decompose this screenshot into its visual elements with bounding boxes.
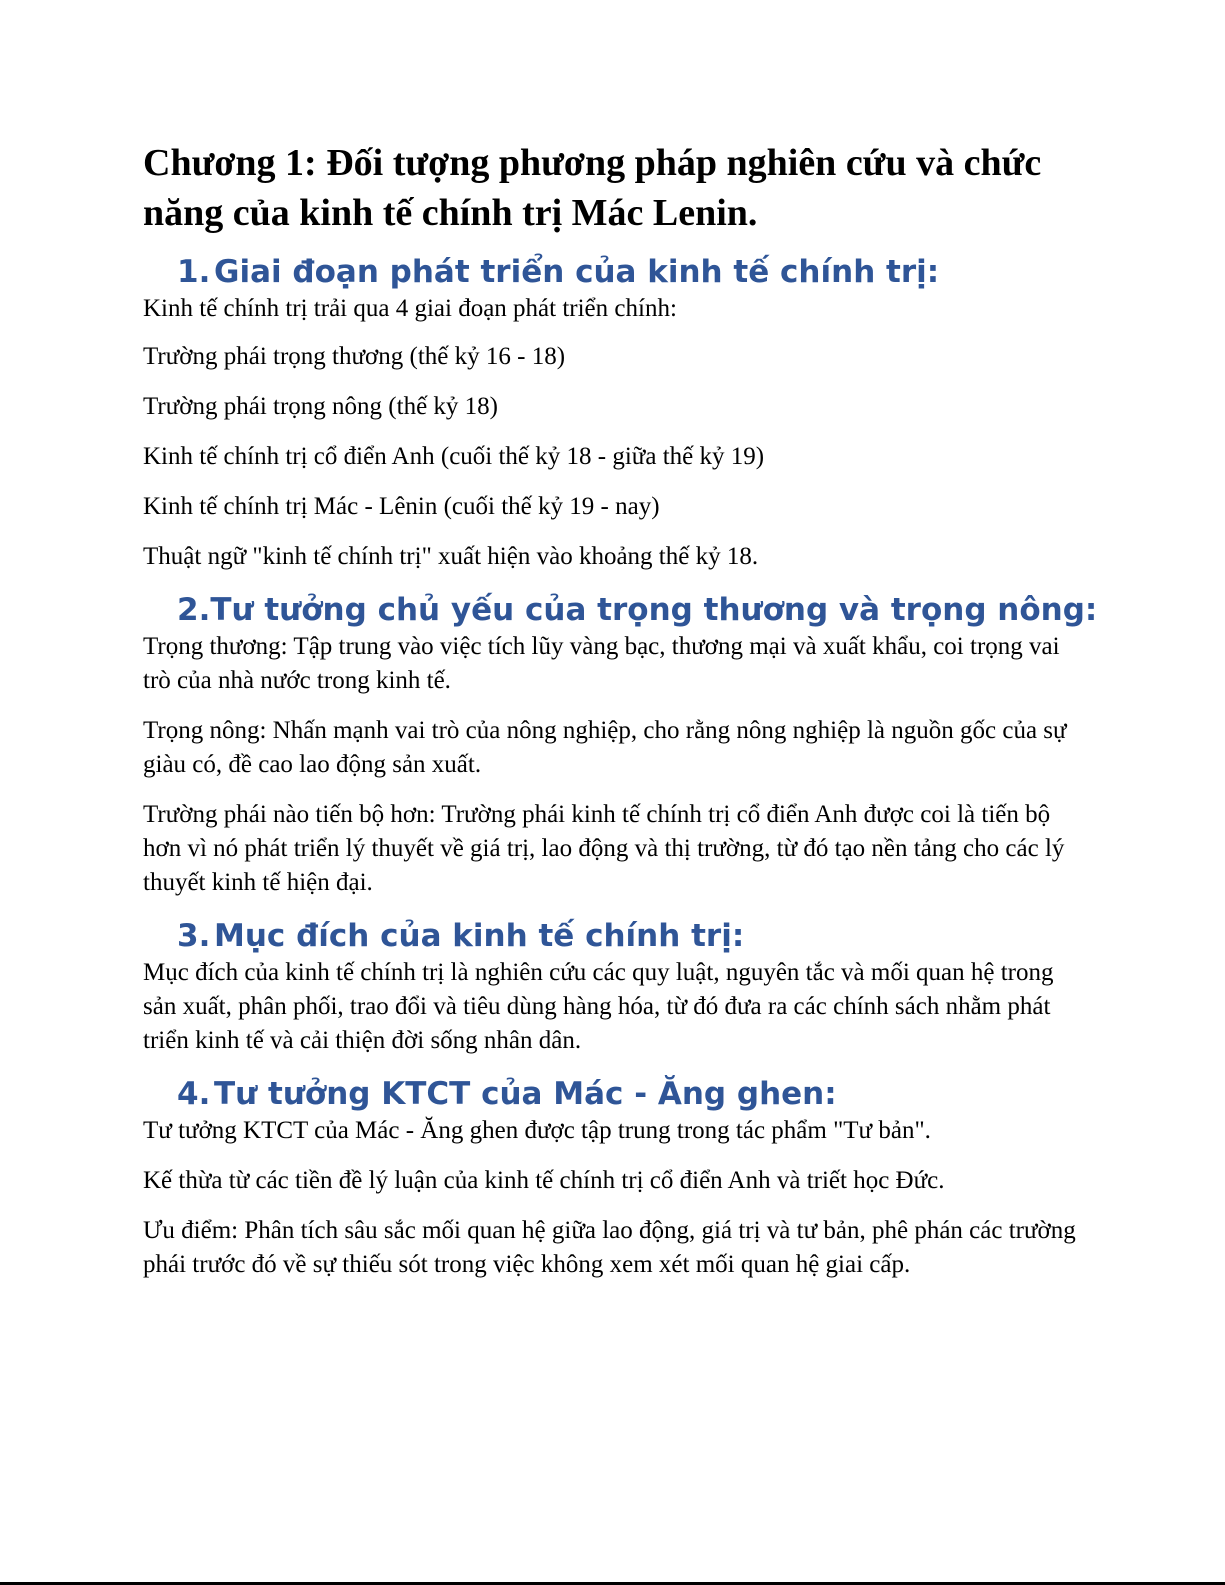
section-heading-text: Giai đoạn phát triển của kinh tế chính trị: (214, 254, 940, 290)
section-heading (143, 252, 1083, 292)
section-4 (143, 1074, 1083, 1282)
section-3 (143, 916, 1083, 1058)
paragraph: Trọng thương: Tập trung vào việc tích lũy vàng bạc, thương mại và xuất khẩu, coi trọng vai trò của nhà nước trong kinh tế. (143, 633, 1060, 694)
paragraph: Kinh tế chính trị trải qua 4 giai đoạn phát triển chính: (143, 295, 677, 322)
section-heading-text: Mục đích của kinh tế chính trị: (214, 918, 745, 954)
paragraph: Thuật ngữ "kinh tế chính trị" xuất hiện vào khoảng thế kỷ 18. (143, 543, 759, 570)
paragraph: Ưu điểm: Phân tích sâu sắc mối quan hệ giữa lao động, giá trị và tư bản, phê phán các trường phái trước đó về sự thiếu sót trong việc không xem xét mối quan hệ giai cấp. (143, 1217, 1076, 1278)
section-2 (143, 590, 1098, 900)
section-heading-text: Tư tưởng chủ yếu của trọng thương và trọng nông: (210, 592, 1098, 628)
paragraph: Trường phái nào tiến bộ hơn: Trường phái kinh tế chính trị cổ điển Anh được coi là tiến bộ hơn vì nó phát triển lý thuyết về giá trị, lao động và thị trường, từ đó tạo nền tảng cho các lý thuyết kinh tế hiện đại. (143, 801, 1065, 896)
section-number: 4. (177, 1076, 211, 1112)
section-number: 2. (177, 592, 211, 628)
section-heading (143, 590, 1098, 630)
section-heading (143, 916, 1083, 956)
section-number: 3. (177, 918, 211, 954)
document-body (143, 138, 1098, 1298)
section-heading-text: Tư tưởng KTCT của Mác - Ăng ghen: (214, 1076, 837, 1112)
paragraph: Trường phái trọng nông (thế kỷ 18) (143, 393, 498, 420)
paragraph: Trọng nông: Nhấn mạnh vai trò của nông nghiệp, cho rằng nông nghiệp là nguồn gốc của sự giàu có, đề cao lao động sản xuất. (143, 717, 1067, 778)
paragraph: Kế thừa từ các tiền đề lý luận của kinh tế chính trị cổ điển Anh và triết học Đức. (143, 1167, 945, 1194)
paragraph: Trường phái trọng thương (thế kỷ 16 - 18) (143, 343, 566, 370)
paragraph: Kinh tế chính trị Mác - Lênin (cuối thế kỷ 19 - nay) (143, 493, 660, 520)
section-heading (143, 1074, 1083, 1114)
section-1 (143, 252, 1083, 574)
paragraph: Mục đích của kinh tế chính trị là nghiên cứu các quy luật, nguyên tắc và mối quan hệ trong sản xuất, phân phối, trao đổi và tiêu dùng hàng hóa, từ đó đưa ra các chính sách nhằm phát triển kinh tế và cải thiện đời sống nhân dân. (143, 959, 1054, 1054)
paragraph: Kinh tế chính trị cổ điển Anh (cuối thế kỷ 18 - giữa thế kỷ 19) (143, 443, 765, 470)
section-number: 1. (177, 254, 211, 290)
paragraph: Tư tưởng KTCT của Mác - Ăng ghen được tập trung trong tác phẩm "Tư bản". (143, 1117, 931, 1144)
document-title: Chương 1: Đối tượng phương pháp nghiên cứu và chức năng của kinh tế chính trị Mác Lenin. (143, 142, 1042, 234)
